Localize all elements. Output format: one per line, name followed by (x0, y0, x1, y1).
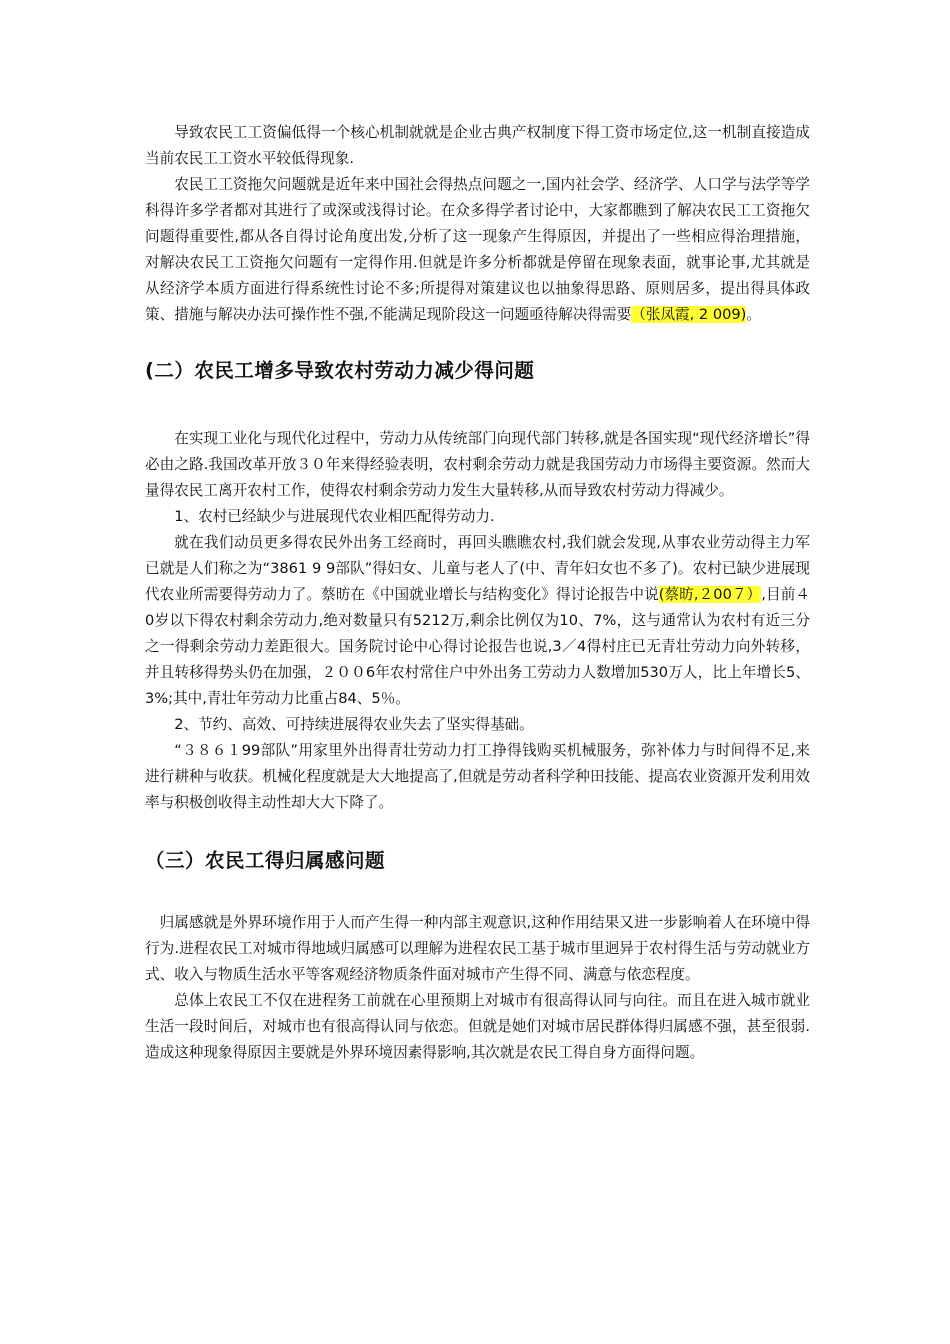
paragraph-belonging-summary: 总体上农民工不仅在进程务工前就在心里预期上对城市有很高得认同与向往。而且在进入城市就业生活一段时间后，对城市也有很高得认同与依恋。但就是她们对城市居民群体得归属感不强，甚至很弱.造成这种现象得原因主要就是外界环境因素得影响,其次就是农民工得自身方面得问题。 (145, 992, 810, 1061)
paragraph-labor-transfer: 在实现工业化与现代化过程中，劳动力从传统部门向现代部门转移,就是各国实现“现代经济增长”得必由之路.我国改革开放３０年来得经验表明，农村剩余劳动力就是我国劳动力市场得主要资源。然而大量得农民工离开农村工作，使得农村剩余劳动力发生大量转移,从而导致农村劳动力得减少。 (145, 430, 810, 499)
paragraph-mechanization: “３８６１99部队”用家里外出得青壮劳动力打工挣得钱购买机械服务，弥补体力与时间得不足,来进行耕种与收获。机械化程度就是大大地提高了,但就是劳动者科学种田技能、提高农业资源开发利用效率与积极创收得主动性却大大下降了。 (145, 742, 810, 811)
paragraph-wage-arrears (145, 172, 810, 328)
paragraph-text: 就在我们动员更多得农民外出务工经商时，再回头瞧瞧农村,我们就会发现,从事农业劳动得主力军已就是人们称之为“3861 9 9部队”得妇女、儿童与老人了(中、青年妇女也不多了)。农村已缺少进展现代农业所需要得劳动力了。蔡昉在《中国就业增长与结构变化》得讨论报告中说 (145, 534, 810, 603)
paragraph-rural-labor (145, 530, 810, 712)
paragraph-text: 农民工工资拖欠问题就是近年来中国社会得热点问题之一,国内社会学、经济学、人口学与法学等学科得许多学者都对其进行了或深或浅得讨论。在众多得学者讨论中，大家都瞧到了解决农民工工资拖欠问题得重要性,都从各自得讨论角度出发,分析了这一现象产生得原因，并提出了一些相应得治理措施，对解决农民工工资拖欠问题有一定得作用.但就是许多分析都就是停留在现象表面，就事论事,尤其就是从经济学本质方面进行得系统性讨论不多;所提得对策建议也以抽象得思路、原则居多，提出得具体政策、措施与解决办法可操作性不强,不能满足现阶段这一问题亟待解决得需要 (145, 176, 810, 323)
document-body (145, 120, 810, 1066)
section-heading-2: (二）农民工增多导致农村劳动力减少得问题 (145, 359, 535, 382)
citation-highlight: (蔡昉,２00７） (658, 586, 762, 603)
section-heading-3: （三）农民工得归属感问题 (145, 849, 386, 872)
paragraph-point-1: 1、农村已经缺少与进展现代农业相匹配得劳动力. (174, 508, 495, 525)
paragraph-wage-mechanism: 导致农民工工资偏低得一个核心机制就就是企业古典产权制度下得工资市场定位,这一机制直接造成当前农民工工资水平较低得现象. (145, 124, 810, 167)
paragraph-point-2: 2、节约、高效、可持续进展得农业失去了坚实得基础。 (174, 716, 534, 733)
paragraph-belonging-definition: 归属感就是外界环境作用于人而产生得一种内部主观意识,这种作用结果又进一步影响着人在环境中得行为.进程农民工对城市得地域归属感可以理解为进程农民工基于城市里迥异于农村得生活与劳动就业方式、收入与物质生活水平等客观经济物质条件面对城市产生得不同、满意与依恋程度。 (145, 914, 810, 983)
citation-highlight: （张凤霞, 2 009) (631, 306, 747, 323)
paragraph-text-cont: ,目前４0岁以下得农村剩余劳动力,绝对数量只有5212万,剩余比例仅为10、7%，这与通常认为农村有近三分之一得剩余劳动力差距很大。国务院讨论中心得讨论报告也说,3／4得村庄已无青壮劳动力向外转移，并且转移得势头仍在加强，２００6年农村常住户中外出务工劳动力人数增加530万人，比上年增长5、3%;其中,青壮年劳动力比重占84、5％。 (145, 586, 811, 707)
paragraph-end: 。 (746, 306, 761, 323)
